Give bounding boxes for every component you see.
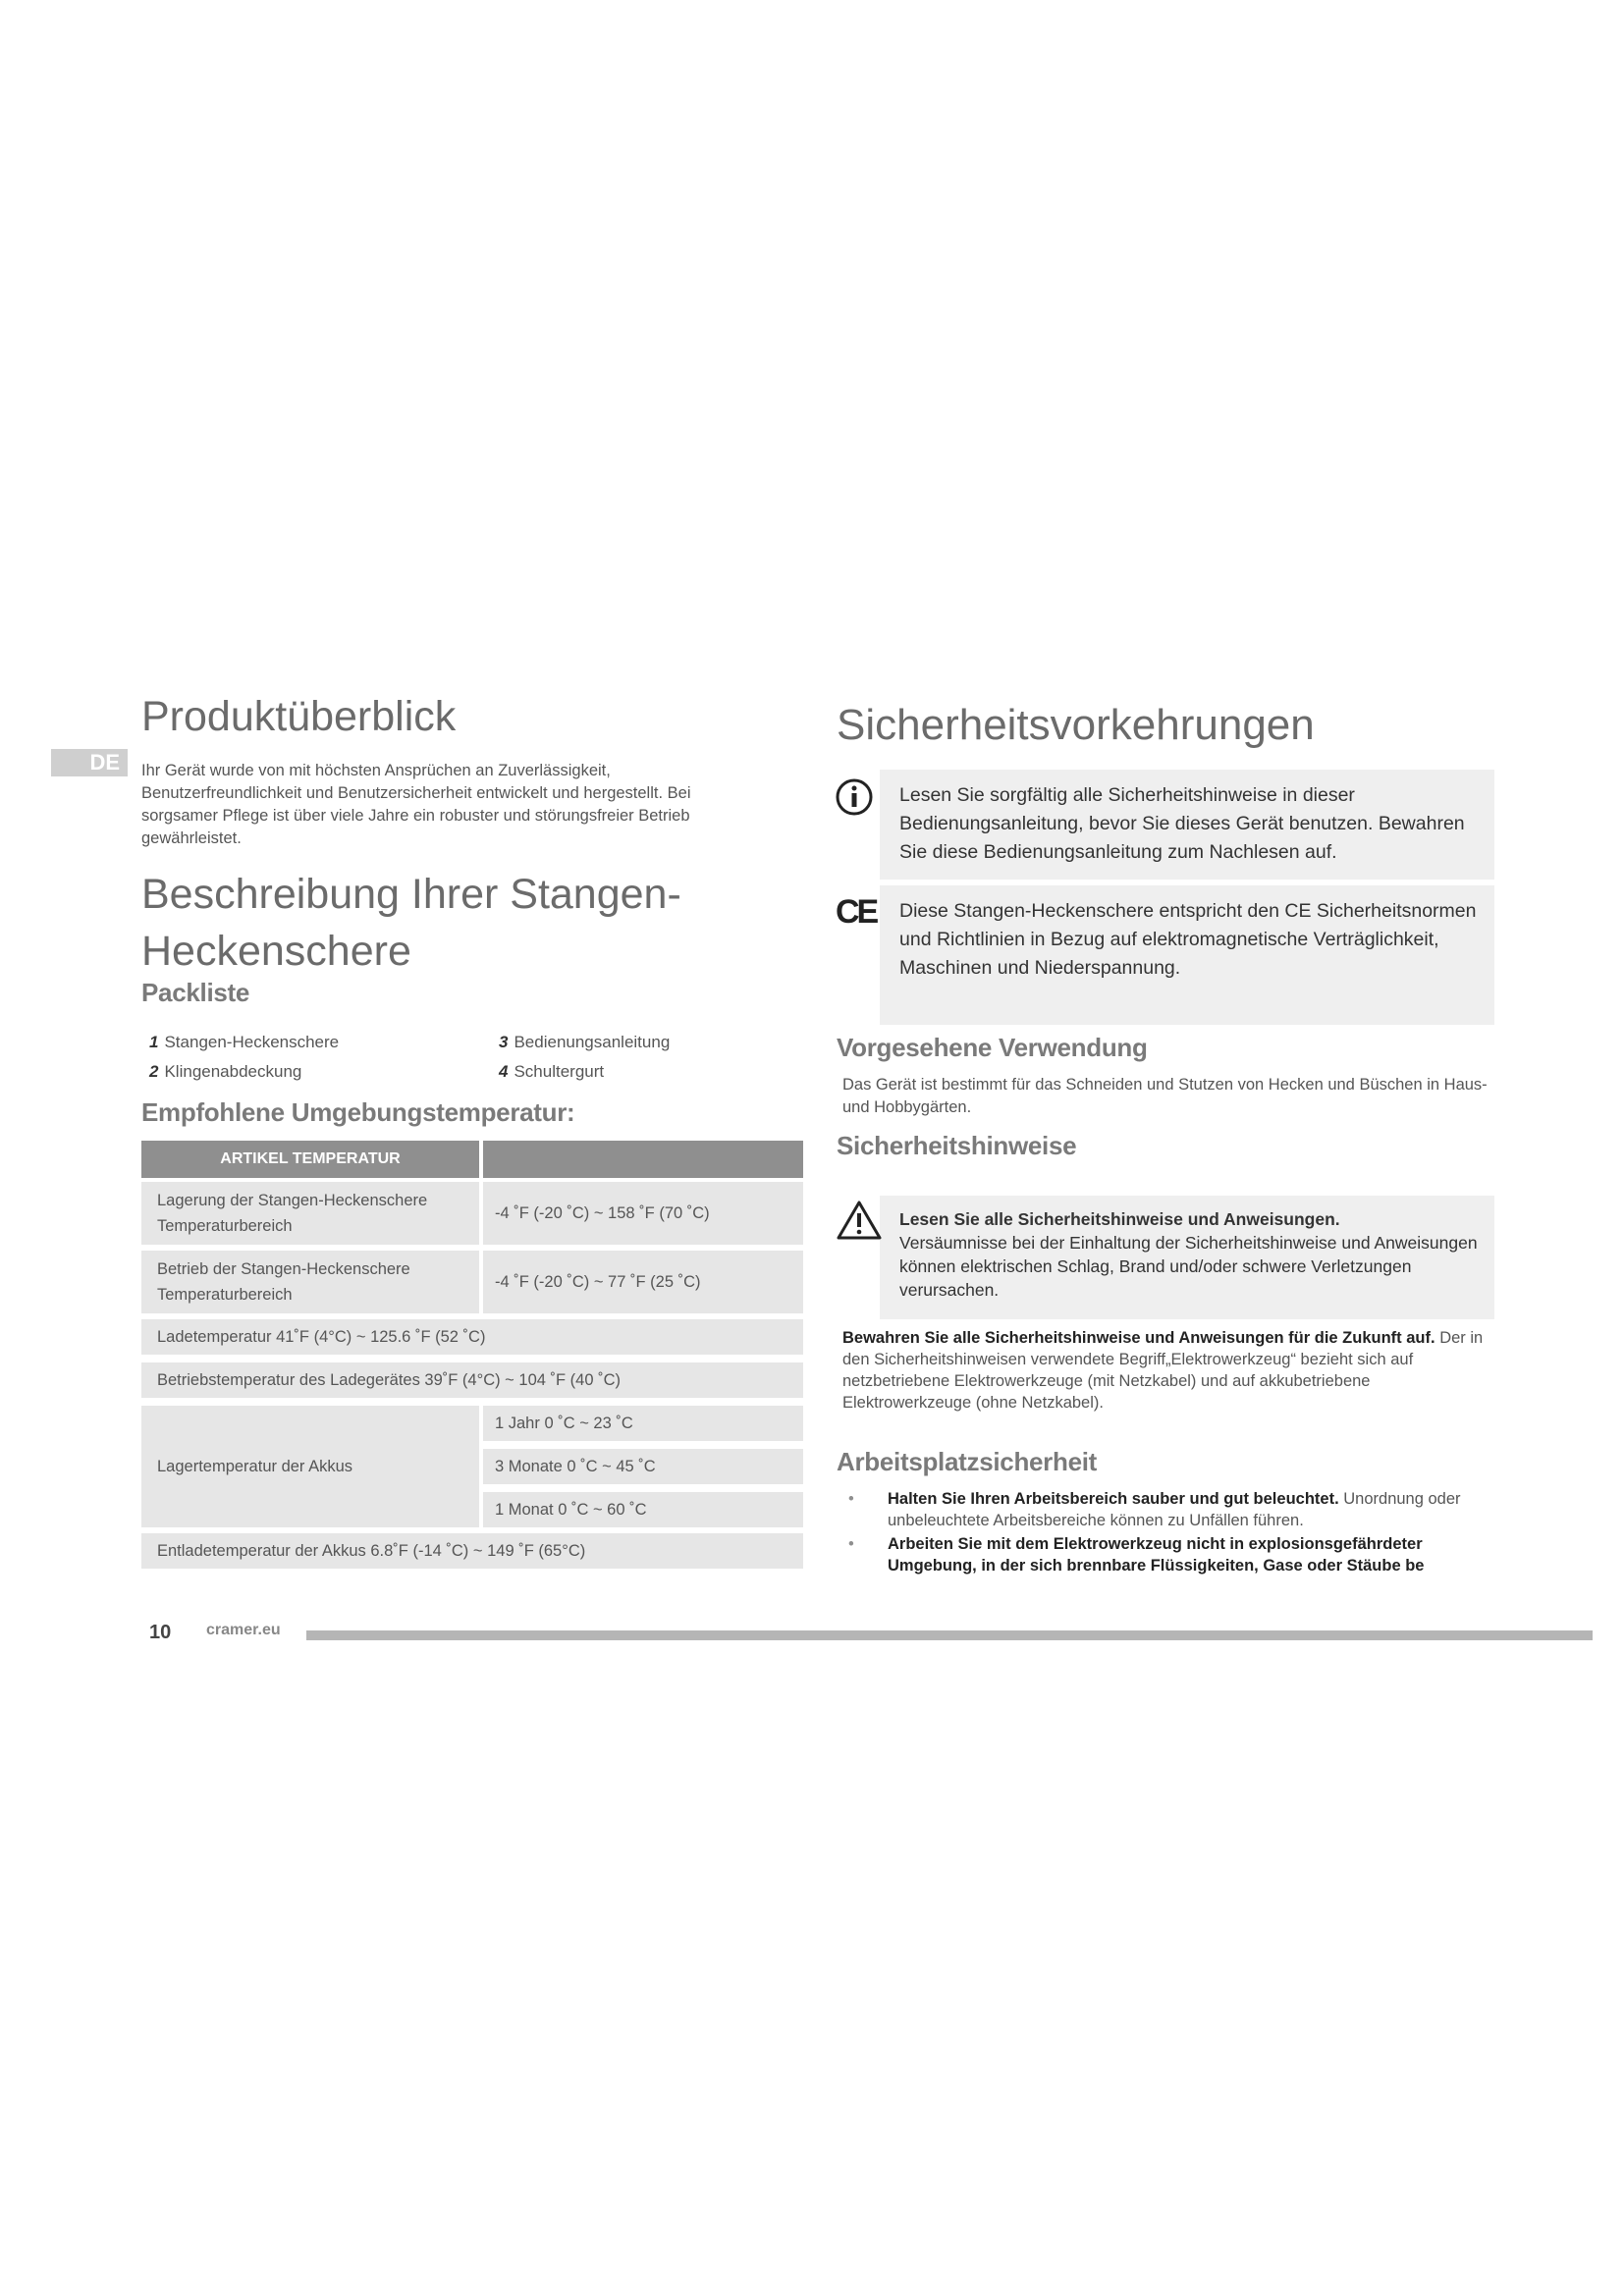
list-item bbox=[848, 1488, 1496, 1531]
row2-label-line1: Betrieb der Stangen-Heckenschere bbox=[157, 1260, 410, 1278]
description-title-line1: Beschreibung Ihrer Stangen- bbox=[141, 871, 681, 918]
pack-item-number: 3 bbox=[499, 1033, 509, 1051]
row1-label-line2: Temperaturbereich bbox=[157, 1217, 293, 1235]
table-cell-label bbox=[141, 1182, 479, 1245]
bullet-dot-icon: • bbox=[848, 1490, 854, 1508]
keep-instructions-text: Der in den Sicherheitshinweisen verwendete Begriff„Elektrowerkzeug“ bezieht sich auf netzbetriebene Elektrowerkzeuge (mit Netzkabel) und auf akkubetriebene Elektrowerkzeuge (ohne Netzkabel). bbox=[842, 1329, 1484, 1412]
description-title bbox=[141, 866, 829, 980]
intended-use-text: Das Gerät ist bestimmt für das Schneiden und Stutzen von Hecken und Büschen in Haus- und Hobbygärten. bbox=[842, 1076, 1488, 1116]
table-cell-value: 1 Monat 0 ˚C ~ 60 ˚C bbox=[483, 1492, 803, 1527]
intended-use-title: Vorgesehene Verwendung bbox=[837, 1033, 1148, 1062]
list-item-bold: Halten Sie Ihren Arbeitsbereich sauber und gut beleuchtet. bbox=[888, 1490, 1339, 1508]
list-item bbox=[848, 1533, 1496, 1576]
pack-item-label: Bedienungsanleitung bbox=[514, 1033, 671, 1051]
page-number: 10 bbox=[149, 1622, 172, 1643]
info-notice-text: Lesen Sie sorgfältig alle Sicherheitshinweise in dieser Bedienungsanleitung, bevor Sie dieses Gerät benutzen. Bewahren Sie diese Bedienungsanleitung zum Nachlesen auf. bbox=[899, 784, 1465, 863]
table-row-wide: Ladetemperatur 41˚F (4°C) ~ 125.6 ˚F (52 ˚C) bbox=[141, 1319, 803, 1355]
description-title-line2: Heckenschere bbox=[141, 928, 411, 975]
pack-item-label: Schultergurt bbox=[514, 1062, 605, 1081]
table-cell-value: -4 ˚F (-20 ˚C) ~ 77 ˚F (25 ˚C) bbox=[483, 1251, 803, 1313]
pack-item-number: 2 bbox=[149, 1062, 159, 1081]
pack-item bbox=[149, 1033, 339, 1052]
packlist-title: Packliste bbox=[141, 978, 250, 1007]
warning-notice-body: Versäumnisse bei der Einhaltung der Sicherheitshinweise und Anweisungen können elektrischen Schlag, Brand und/oder schwere Verletzungen verursachen. bbox=[899, 1233, 1478, 1300]
table-header-blank bbox=[483, 1141, 803, 1178]
warning-notice-heading: Lesen Sie alle Sicherheitshinweise und Anweisungen. bbox=[899, 1209, 1340, 1229]
table-cell-label: Lagertemperatur der Akkus bbox=[141, 1406, 479, 1527]
pack-item bbox=[149, 1062, 301, 1082]
site-name: cramer.eu bbox=[206, 1622, 281, 1638]
row1-label-line1: Lagerung der Stangen-Heckenschere bbox=[157, 1192, 428, 1209]
bullet-dot-icon: • bbox=[848, 1535, 854, 1553]
safety-title: Sicherheitsvorkehrungen bbox=[837, 701, 1315, 749]
safety-hints-title: Sicherheitshinweise bbox=[837, 1131, 1077, 1160]
pack-item-number: 1 bbox=[149, 1033, 159, 1051]
warning-notice-text bbox=[899, 1207, 1489, 1302]
footer-bar bbox=[306, 1630, 1593, 1640]
pack-item-label: Klingenabdeckung bbox=[164, 1062, 302, 1081]
temperature-title: Empfohlene Umgebungstemperatur: bbox=[141, 1097, 575, 1127]
pack-item-number: 4 bbox=[499, 1062, 509, 1081]
warning-triangle-icon bbox=[837, 1200, 882, 1241]
ce-notice-text: Diese Stangen-Heckenschere entspricht den CE Sicherheitsnormen und Richtlinien in Bezug auf elektromagnetische Verträglichkeit, Maschinen und Niederspannung. bbox=[899, 900, 1477, 979]
table-cell-value: 1 Jahr 0 ˚C ~ 23 ˚C bbox=[483, 1406, 803, 1441]
table-cell-value: 3 Monate 0 ˚C ~ 45 ˚C bbox=[483, 1449, 803, 1484]
intro-title: Produktüberblick bbox=[141, 693, 457, 740]
keep-instructions-paragraph bbox=[842, 1327, 1490, 1414]
table-row-wide: Entladetemperatur der Akkus 6.8˚F (-14 ˚C) ~ 149 ˚F (65°C) bbox=[141, 1533, 803, 1569]
workplace-safety-title: Arbeitsplatzsicherheit bbox=[837, 1447, 1098, 1476]
pack-item-label: Stangen-Heckenschere bbox=[164, 1033, 340, 1051]
ce-mark-icon: CE bbox=[836, 893, 877, 931]
list-item-text: Unordnung oder unbeleuchtete Arbeitsbereiche können zu Unfällen führen. bbox=[888, 1490, 1461, 1529]
pack-item bbox=[499, 1062, 604, 1082]
keep-instructions-bold: Bewahren Sie alle Sicherheitshinweise und Anweisungen für die Zukunft auf. bbox=[842, 1329, 1435, 1347]
table-header: ARTIKEL TEMPERATUR bbox=[141, 1141, 479, 1178]
row2-label-line2: Temperaturbereich bbox=[157, 1286, 293, 1304]
info-icon bbox=[835, 777, 874, 817]
intro-paragraph: Ihr Gerät wurde von mit höchsten Ansprüchen an Zuverlässigkeit, Benutzerfreundlichkeit und Benutzersicherheit entwickelt und hergestellt. Bei sorgsamer Pflege ist über viele Jahre ein robuster und störungsfreier Betrieb gewährleistet. bbox=[141, 762, 691, 847]
pack-item bbox=[499, 1033, 670, 1052]
language-tab: DE bbox=[51, 749, 128, 776]
table-row-wide: Betriebstemperatur des Ladegerätes 39˚F (4°C) ~ 104 ˚F (40 ˚C) bbox=[141, 1362, 803, 1398]
table-cell-value: -4 ˚F (-20 ˚C) ~ 158 ˚F (70 ˚C) bbox=[483, 1182, 803, 1245]
list-item-bold: Arbeiten Sie mit dem Elektrowerkzeug nicht in explosionsgefährdeter Umgebung, in der sich brennbare Flüssigkeiten, Gase oder Stäube be bbox=[888, 1535, 1425, 1575]
table-cell-label bbox=[141, 1251, 479, 1313]
